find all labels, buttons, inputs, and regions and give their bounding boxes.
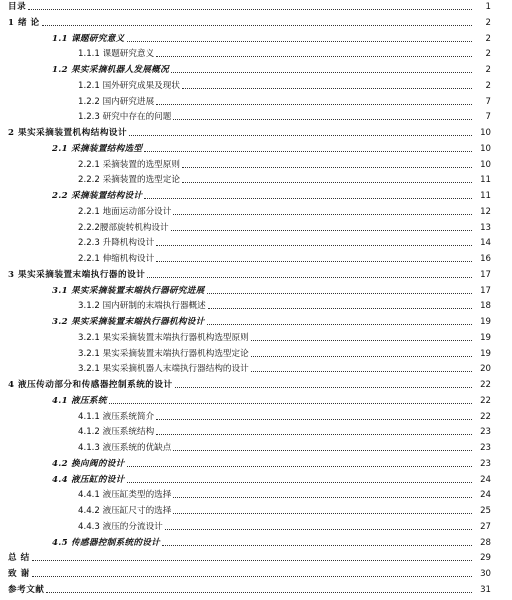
toc-entry-title: 1.2 果实采摘机器人发展概况 (52, 65, 169, 75)
toc-entry-page-number: 2 (485, 49, 491, 60)
toc-entry-page-number: 2 (485, 80, 491, 91)
toc-entry-title: 2.2.1 地面运动部分设计 (78, 206, 172, 217)
toc-entry-page-number: 17 (480, 269, 491, 280)
toc-entry-page-number: 2 (485, 33, 491, 44)
dot-leader (127, 465, 472, 467)
toc-entry-title: 参考文献 (8, 584, 45, 595)
toc-entry-title: 1.1.1 课题研究意义 (78, 49, 155, 60)
toc-entry-page-number: 31 (480, 584, 491, 595)
toc-entry[interactable] (0, 484, 512, 501)
dot-leader (173, 213, 472, 215)
toc-entry-title: 致 谢 (8, 569, 30, 579)
dot-leader (42, 24, 472, 26)
toc-entry[interactable] (0, 201, 512, 218)
toc-entry-page-number: 12 (480, 206, 491, 217)
toc-entry[interactable] (0, 138, 512, 155)
toc-entry-page-number: 10 (480, 128, 491, 138)
dot-leader (156, 103, 472, 105)
dot-leader (144, 197, 472, 199)
dot-leader (129, 134, 472, 136)
dot-leader (251, 355, 472, 357)
toc-entry[interactable] (0, 421, 512, 438)
toc-entry-page-number: 2 (485, 17, 491, 28)
dot-leader (175, 386, 472, 388)
toc-entry-page-number: 27 (480, 521, 491, 532)
toc-entry[interactable] (0, 563, 512, 580)
dot-leader (127, 481, 472, 483)
toc-entry-title: 2 果实采摘装置机构结构设计 (8, 128, 128, 138)
toc-entry[interactable] (0, 469, 512, 486)
toc-entry[interactable] (0, 232, 512, 249)
toc-entry[interactable] (0, 248, 512, 265)
dot-leader (109, 402, 472, 404)
toc-entry-page-number: 23 (480, 458, 491, 469)
toc-entry-title: 1.1 课题研究意义 (52, 33, 125, 44)
toc-entry-page-number: 10 (480, 159, 491, 170)
toc-entry[interactable] (0, 217, 512, 234)
toc-entry-title: 4.2 换向阀的设计 (52, 458, 125, 469)
dot-leader (147, 276, 472, 278)
toc-entry-page-number: 24 (480, 474, 491, 485)
toc-entry-page-number: 22 (480, 380, 491, 390)
toc-entry-title: 1.2.1 国外研究成果及现状 (78, 80, 180, 91)
toc-entry[interactable] (0, 343, 512, 360)
toc-entry-title: 2.2.3 升降机构设计 (78, 238, 155, 249)
toc-entry-page-number: 23 (480, 427, 491, 438)
toc-entry-title: 4.4.1 液压缸类型的选择 (78, 490, 172, 501)
toc-entry-title: 2.2.1 采摘装置的选型原则 (78, 159, 180, 170)
toc-entry-page-number: 28 (480, 537, 491, 548)
toc-entry-page-number: 2 (485, 65, 491, 75)
toc-entry[interactable] (0, 532, 512, 549)
toc-entry-page-number: 10 (480, 143, 491, 154)
toc-entry[interactable] (0, 59, 512, 76)
dot-leader (173, 118, 472, 120)
toc-entry-title: 2.2.1 伸缩机构设计 (78, 254, 155, 264)
dot-leader (127, 40, 472, 42)
toc-entry[interactable] (0, 390, 512, 407)
dot-leader (162, 544, 472, 546)
toc-entry-title: 3.2.1 果实采摘装置末端执行器机构选型定论 (78, 348, 249, 359)
toc-entry-page-number: 11 (480, 175, 491, 186)
dot-leader (156, 55, 472, 57)
toc-entry-title: 4.1 液压系统 (52, 395, 107, 406)
toc-entry-title: 4.4.2 液压缸尺寸的选择 (78, 506, 172, 516)
toc-entry[interactable] (0, 311, 512, 328)
toc-entry-title: 1.2.2 国内研究进展 (78, 96, 155, 107)
dot-leader (208, 307, 472, 309)
dot-leader (32, 575, 472, 577)
dot-leader (182, 181, 472, 183)
toc-entry[interactable] (0, 169, 512, 186)
dot-leader (144, 150, 472, 152)
toc-entry-title: 1 绪 论 (8, 17, 40, 28)
toc-entry-title: 3.2.1 果实采摘机器人末端执行器结构的设计 (78, 364, 249, 375)
toc-entry[interactable] (0, 280, 512, 297)
dot-leader (251, 339, 472, 341)
toc-entry[interactable] (0, 43, 512, 60)
toc-entry-page-number: 13 (480, 222, 491, 233)
toc-entry-page-number: 7 (485, 96, 491, 107)
dot-leader (171, 71, 472, 73)
toc-entry-page-number: 25 (480, 506, 491, 516)
toc-entry-page-number: 22 (480, 395, 491, 406)
dot-leader (46, 591, 472, 593)
toc-entry[interactable] (0, 106, 512, 123)
toc-entry-page-number: 19 (480, 332, 491, 343)
toc-entry-title: 2.1 采摘装置结构选型 (52, 143, 143, 154)
toc-entry-page-number: 11 (480, 191, 491, 201)
toc-entry[interactable] (0, 579, 512, 596)
toc-entry-title: 3 果实采摘装置末端执行器的设计 (8, 269, 146, 280)
toc-entry[interactable] (0, 453, 512, 470)
toc-entry-title: 3.2 果实采摘装置末端执行器机构设计 (52, 317, 205, 327)
toc-entry[interactable] (0, 500, 512, 517)
toc-entry-page-number: 22 (480, 411, 491, 422)
dot-leader (171, 229, 472, 231)
toc-entry-title: 4.4.3 液压的分流设计 (78, 521, 163, 532)
dot-leader (165, 528, 472, 530)
toc-entry[interactable] (0, 28, 512, 45)
toc-entry-title: 2.2.2 采摘装置的选型定论 (78, 175, 180, 186)
toc-entry[interactable] (0, 154, 512, 171)
dot-leader (156, 244, 472, 246)
toc-entry[interactable] (0, 264, 512, 281)
toc-entry-page-number: 23 (480, 443, 491, 453)
toc-entry-page-number: 7 (485, 112, 491, 123)
toc-entry[interactable] (0, 437, 512, 454)
toc-entry[interactable] (0, 122, 512, 139)
toc-entry[interactable] (0, 547, 512, 564)
dot-leader (173, 496, 472, 498)
toc-entry-page-number: 17 (480, 285, 491, 296)
toc-entry[interactable] (0, 358, 512, 375)
toc-entry-page-number: 19 (480, 348, 491, 359)
dot-leader (32, 559, 472, 561)
toc-entry[interactable] (0, 374, 512, 391)
dot-leader (207, 323, 472, 325)
toc-entry-title: 2.2.2腰部旋转机构设计 (78, 222, 169, 233)
toc-entry-title: 2.2 采摘装置结构设计 (52, 191, 143, 201)
dot-leader (28, 8, 472, 10)
toc-entry-title: 4.1.1 液压系统简介 (78, 411, 155, 422)
toc-entry-title: 3.1.2 国内研制的末端执行器概述 (78, 301, 206, 312)
toc-entry[interactable] (0, 406, 512, 423)
toc-entry[interactable] (0, 516, 512, 533)
toc-entry[interactable] (0, 185, 512, 202)
toc-entry-page-number: 14 (480, 238, 491, 249)
dot-leader (156, 418, 472, 420)
toc-entry-title: 目录 (8, 2, 27, 12)
dot-leader (156, 433, 472, 435)
toc-entry[interactable] (0, 12, 512, 29)
toc-entry-page-number: 18 (480, 301, 491, 312)
toc-entry-page-number: 20 (480, 364, 491, 375)
toc-entry[interactable] (0, 75, 512, 92)
toc-entry[interactable] (0, 91, 512, 108)
toc-entry[interactable] (0, 295, 512, 312)
toc-entry-page-number: 24 (480, 490, 491, 501)
dot-leader (173, 449, 472, 451)
toc-entry-title: 1.2.3 研究中存在的问题 (78, 112, 172, 123)
dot-leader (251, 370, 472, 372)
toc-entry-title: 总 结 (8, 553, 30, 564)
toc-entry-page-number: 30 (480, 569, 491, 579)
toc-entry-title: 4.1.2 液压系统结构 (78, 427, 155, 438)
dot-leader (156, 260, 472, 262)
toc-entry-page-number: 29 (480, 553, 491, 564)
toc-entry-page-number: 16 (480, 254, 491, 264)
toc-entry-title: 4 液压传动部分和传感器控制系统的设计 (8, 380, 173, 390)
toc-entry[interactable] (0, 327, 512, 344)
toc-entry-page-number: 1 (485, 2, 491, 12)
dot-leader (182, 166, 472, 168)
dot-leader (173, 512, 472, 514)
toc-entry-page-number: 19 (480, 317, 491, 327)
dot-leader (182, 87, 472, 89)
toc-entry-title: 4.5 传感器控制系统的设计 (52, 537, 161, 548)
toc-entry-title: 4.1.3 液压系统的优缺点 (78, 443, 172, 453)
toc-entry-title: 4.4 液压缸的设计 (52, 474, 125, 485)
toc-entry-title: 3.1 果实采摘装置末端执行器研究进展 (52, 285, 205, 296)
dot-leader (207, 292, 472, 294)
toc-entry-title: 3.2.1 果实采摘装置末端执行器机构选型原则 (78, 332, 249, 343)
